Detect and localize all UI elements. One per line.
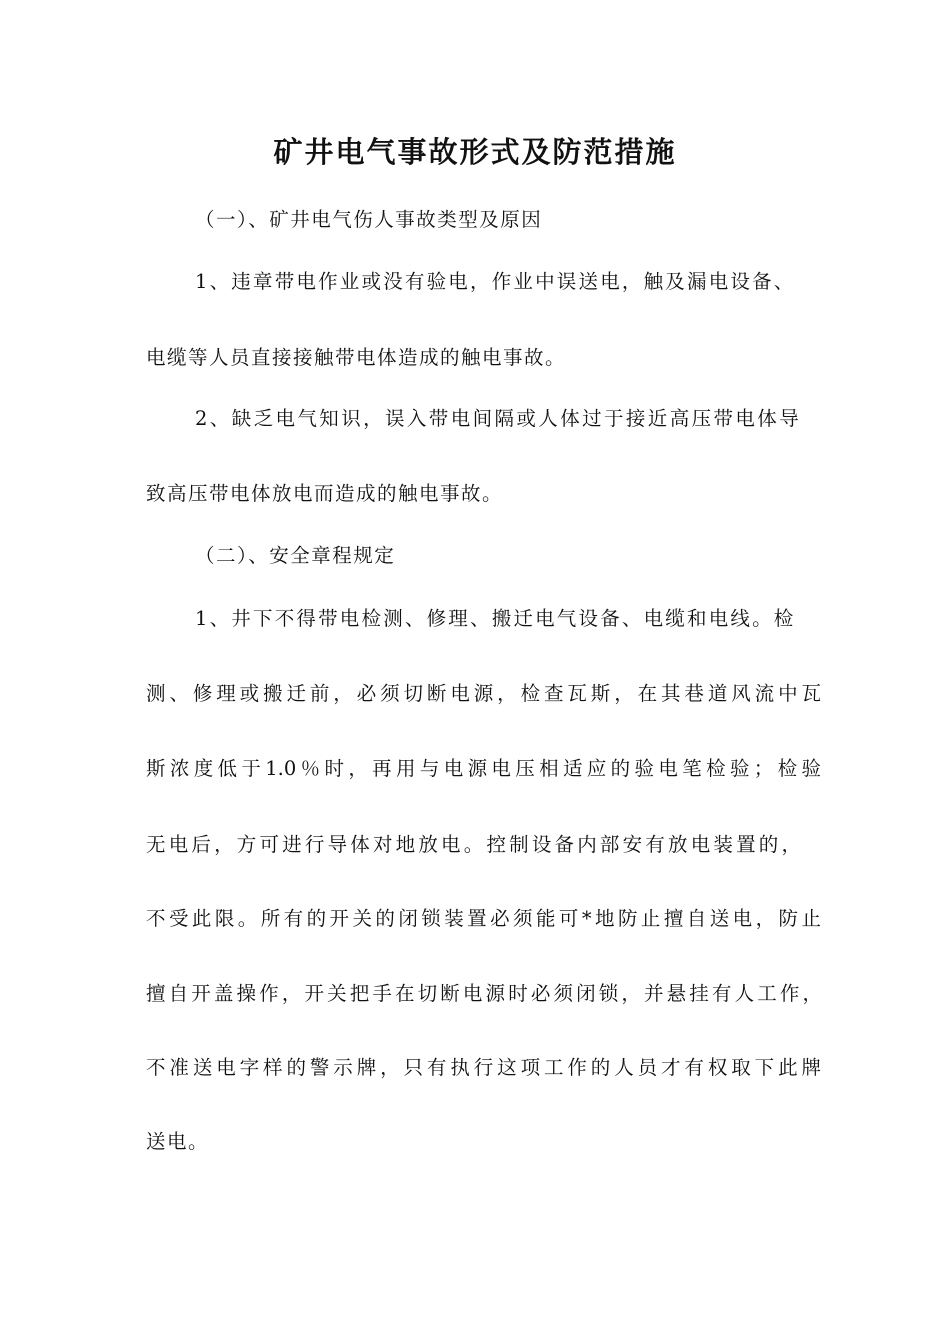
section-heading-1: （一）、矿井电气伤人事故类型及原因 [195,208,543,231]
section-heading-2: （二）、安全章程规定 [195,544,396,567]
paragraph-line: 1、违章带电作业或没有验电，作业中误送电，触及漏电设备、 [195,270,796,293]
paragraph-line: 致高压带电体放电而造成的触电事故。 [146,482,504,505]
document-title: 矿井电气事故形式及防范措施 [273,135,677,169]
paragraph-line: 不受此限。所有的开关的闭锁装置必须能可*地防止擅自送电，防止 [146,907,821,930]
paragraph-line: 不准送电字样的警示牌，只有执行这项工作的人员才有权取下此牌 [146,1056,821,1079]
paragraph-line: 送电。 [146,1130,210,1153]
paragraph-line: 擅自开盖操作，开关把手在切断电源时必须闭锁，并悬挂有人工作， [146,982,822,1005]
paragraph-line: 电缆等人员直接接触带电体造成的触电事故。 [146,346,567,369]
paragraph-line: 1、井下不得带电检测、修理、搬迁电气设备、电缆和电线。检 [195,607,796,630]
paragraph-line: 无电后，方可进行导体对地放电。控制设备内部安有放电装置的， [146,833,801,856]
paragraph-line: 2、缺乏电气知识，误入带电间隔或人体过于接近高压带电体导 [195,407,802,430]
paragraph-line: 斯浓度低于1.0％时，再用与电源电压相适应的验电笔检验；检验 [146,757,821,780]
paragraph-line: 测、修理或搬迁前，必须切断电源，检查瓦斯，在其巷道风流中瓦 [146,682,821,705]
